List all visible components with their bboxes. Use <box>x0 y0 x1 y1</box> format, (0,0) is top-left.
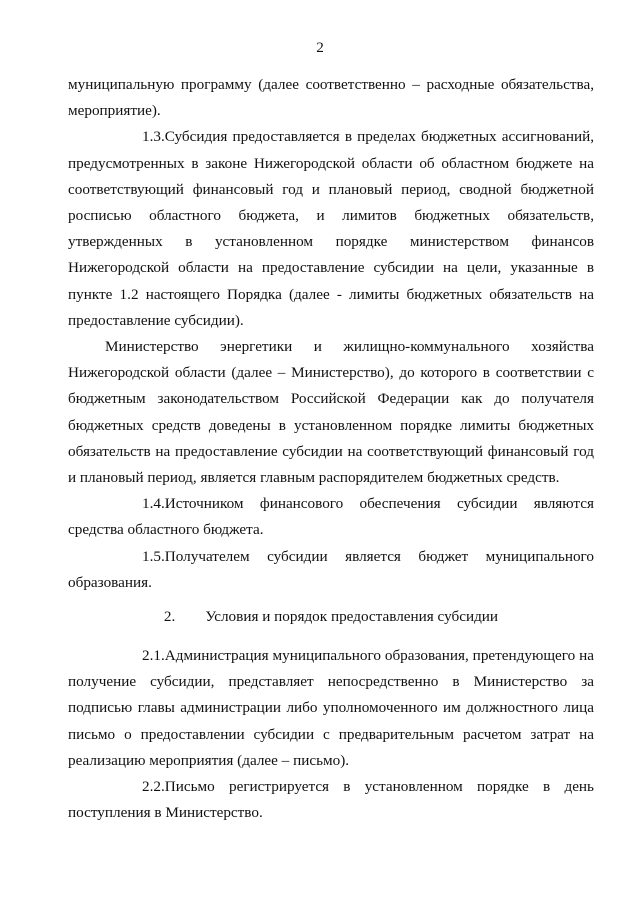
clause-number: 1.3. <box>142 128 165 146</box>
clause-text: Администрация муниципального образования, претендующего на получение субсидии, представляет непосредственно в Министерство за подписью главы администрации либо уполномоченного им должностного лица письмо о предоставлении субсидии с предварительным расчетом затрат на реализацию мероприятия (далее – письмо). <box>68 647 594 769</box>
paragraph-continuation: муниципальную программу (далее соответственно – расходные обязательства, мероприятие). <box>68 76 594 120</box>
clause-number: 2.2. <box>142 778 165 796</box>
clause-text: Письмо регистрируется в установленном порядке в день поступления в Министерство. <box>68 778 594 822</box>
paragraph-ministry: Министерство энергетики и жилищно-коммунального хозяйства Нижегородской области (далее – Министерство), до которого в соответствии с бюджетным законодательством Российской Федерации как до получателя бюджетных средств доведены в установленном порядке лимиты бюджетных обязательств на предоставление субсидии на соответствующий финансовый год и плановый период, является главным распорядителем бюджетных средств. <box>68 338 594 487</box>
section-heading <box>68 606 594 628</box>
paragraph-2-1 <box>68 643 594 774</box>
section-1-body <box>68 72 594 596</box>
clause-number: 1.5. <box>142 547 165 565</box>
clause-text: Источником финансового обеспечения субсидии являются средства областного бюджета. <box>68 495 594 539</box>
clause-number: 1.4. <box>142 495 165 513</box>
clause-text: Получателем субсидии является бюджет муниципального образования. <box>68 547 594 591</box>
section-number: 2. <box>163 608 176 625</box>
page-number: 2 <box>316 39 324 56</box>
paragraph-1-4 <box>68 491 594 543</box>
paragraph-1-5 <box>68 544 594 596</box>
section-title: Условия и порядок предоставления субсидии <box>205 608 499 625</box>
paragraph-1-3 <box>68 124 594 334</box>
section-2-body <box>68 643 594 826</box>
clause-number: 2.1. <box>142 647 165 664</box>
clause-text: Субсидия предоставляется в пределах бюджетных ассигнований, предусмотренных в законе Нижегородской области об областном бюджете на соответствующий финансовый год и плановый период, сводной бюджетной росписью областного бюджета, и лимитов бюджетных обязательств, утвержденных в установленном порядке министерством финансов Нижегородской области на предоставление субсидии на цели, указанные в пункте 1.2 настоящего Порядка (далее - лимиты бюджетных обязательств на предоставление субсидии). <box>68 128 594 329</box>
paragraph-2-2 <box>68 774 594 826</box>
